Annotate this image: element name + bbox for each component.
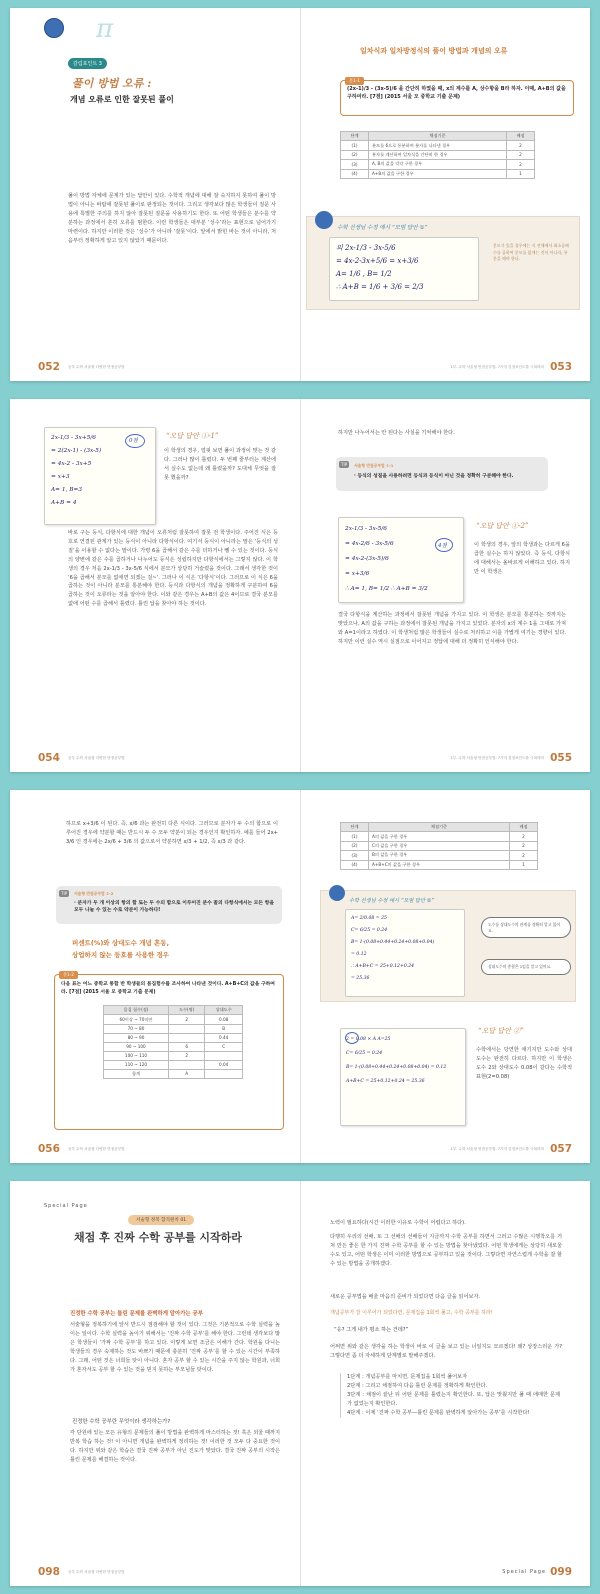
frequency-table [103, 1005, 243, 1079]
running-footer: 1부. 수학 서술형 만점공부법: 7가지 감점포인트를 극복하라 [450, 365, 544, 369]
body-text: 서술형을 정복하기에 앞서 반드시 점검해야 할 것이 있다. 그것은 기본적으로 수학 실력을 높이는 일이다. 수학 실력을 높이기 위해서는 ‘진짜 수학 공부’를 해야 한다. 그런데 생각보다 많은 학생들이 ‘가짜 수학 공부’를 하고 있다. 이렇게 보면 조금은 이해가 간다. 학원을 다니는 학생들의 경우 숙제하는 것도 바쁘기 때문에 충분히 ‘진짜 공부’를 할 수 있는 시간이 부족하다. 그래, 어떤 것은 너희들 탓이 아니다. 혼자 공부 할 수 있는 시간을 주지 않는 학원과, 너희가 혼자서도 공부 할 수 있는 것을 믿지 못하는 부모님들 탓이다. [70, 1322, 280, 1373]
cell: A+B의 값을 구한 경우 [369, 169, 507, 178]
hand-line: 의 2x-1/3 - 3x-5/6 [336, 244, 396, 252]
cell: 0.08 [205, 1015, 243, 1024]
question-box [54, 974, 284, 1130]
cell: 100 ~ 110 [104, 1051, 169, 1060]
running-footer: 공부 수학 서술형 다양한 만점공부법 [68, 365, 125, 369]
tip-tag: TIP [341, 462, 348, 467]
grading-table [340, 131, 535, 179]
hand-line: A= 1, B=3 [51, 487, 83, 493]
side-text: 이 학생의 경우, 앞의 학생과는 다르게 6을 곱한 실수는 하지 않았다. 즉 등식, 다항식에 대해서는 올바르게 이해하고 있다. 하지만 이 학생은 [474, 542, 570, 575]
solution-label: “오답 답안 ②” [478, 1027, 524, 1035]
wrong-answer-pad [340, 1028, 466, 1126]
col-header: 채점기준 [369, 823, 510, 832]
cell [168, 1033, 204, 1042]
cell [205, 1051, 243, 1060]
table-row [104, 1033, 243, 1042]
cell: 2 [507, 160, 535, 169]
special-badge: 서술형 정복 합격원칙 01 [128, 1215, 194, 1225]
grading-table [340, 822, 538, 870]
cell [205, 1069, 243, 1078]
page-056 [10, 790, 300, 1163]
cell: 0.04 [205, 1060, 243, 1069]
tip-text: · 등식의 성질을 사용하려면 등식과 등식이 아닌 것을 정확히 구분해야 한다. [354, 474, 514, 479]
hand-line: 2 = 0.08 × A A=25 [346, 1037, 391, 1042]
cell: 분자를 계산하여 일차식을 간단히 한 경우 [369, 150, 507, 159]
table-row [341, 851, 538, 860]
question-box [340, 80, 574, 116]
cell: 분모를 6으로 통분하여 분자를 나타낸 경우 [369, 141, 507, 150]
body-text: 바로 구는 등식, 다항식에 대한 개념이 오류처럼 잘못하여 잘못 전 학생이다. 주어진 식은 등호로 연결된 관계가 있는 등식이 아니라 다항식이다. 여기서 등식이 아니라는 말은 ‘등식의 성질’을 이용할 수 없다는 말이다. 가령 6을 곱해서 같은 수를 더하거나 뺄 수 있는 것이다. 등식의 양변에 같은 수를 곱하거나 나누어도 등식은 성립하지만 다항식에서는 그렇지 않다. 이 학생의 경우 처음 2x-1/3 - 3x-5/6 식에서 분모가 상당히 거슬렸을 것이다. 그래서 생각한 것이 ‘6을 곱해서 분모를 없애면 되겠는 걸~’. 그러나 이 식은 ‘다항식’이다. 그러므로 이 식은 6을 곱하는 것이 아니라 분모를 통분해야 한다. 등식과 다항식의 개념을 정확하게 구분하여 6을 곱하는 것이 오류라는 것을 알아야 한다. 이와 같은 경우는 A+B의 값은 4이므로 결국 분모를 없애 어떤 수를 곱해서 틀렸다. 틀린 답을 찾아야 하는 것이다. [68, 530, 278, 608]
cell: (1) [341, 141, 369, 150]
cell: 90 ~ 100 [104, 1042, 169, 1051]
cell: A+B+C의 값을 구한 경우 [369, 860, 510, 869]
top-text: 하므로 x+3/6 이 된다. 즉, x/6 과는 완전히 다른 식이다. 그러므로 분자가 두 수의 합으로 이루어진 경우에 약분할 때는 반드시 두 수 모두 약분이 되는 경우인지 확인하자. 예를 들어 2x+3/6 인 경우에는 2x/6 + 3/6 의 값으로서 약분하면 x/3 + 1/2, 즉 x/3 과 같다. [66, 821, 278, 845]
teacher-icon [329, 885, 345, 901]
hand-line: C= 6/25 = 0.24 [351, 928, 388, 933]
cell: (1) [341, 832, 369, 841]
tip-title: 서술형 만점공부법 ①-1 [354, 463, 394, 468]
cell: C의 값을 구한 경우 [369, 841, 510, 850]
quote-text: “응? 그게 내가 평소 하는 건데?” [334, 1327, 409, 1333]
cell: 2 [507, 141, 535, 150]
body-text: 어쩌면 위와 같은 생각을 하는 학생이 바로 이 글을 보고 있는 너일지도 모르겠다! 왜? 상장스러운 가? 그렇다면 좀 더 자세하게 단계별로 말해주겠다. [330, 1344, 562, 1359]
cell: B [205, 1024, 243, 1033]
special-title: 채점 후 진짜 수학 공부를 시작하라 [74, 1231, 242, 1244]
solution-label: “오답 답안 ①-2” [476, 522, 529, 530]
side-text: 수학에서는 당연한 얘기지만 도수와 상대도수는 완전히 다르다. 하지만 이 학생은 도수 2와 상대도수 0.08이 같다는 수학적 표현(2=0.08) [476, 1047, 572, 1080]
step-list [340, 1373, 560, 1418]
pi-decoration: π [96, 14, 114, 44]
hand-line: A+B+C = 25+0.12+0.24 = 25.36 [346, 1079, 425, 1084]
col-header: 단계 [341, 823, 369, 832]
folio: 099 [550, 1566, 572, 1578]
hand-line: ∴ A+B+C = 25+0.12+0.24 [351, 964, 415, 969]
cell: 2 [507, 150, 535, 159]
tip-box [56, 886, 282, 924]
body-text: 새로운 공부법을 배울 마음의 준비가 되었다면 다음 글을 읽어보자. [330, 1294, 481, 1300]
teacher-icon [315, 211, 333, 229]
col-header: 상대도수 [205, 1006, 243, 1015]
model-answer-note [320, 890, 576, 1002]
score-circle [345, 1032, 359, 1044]
cell: 1 [507, 169, 535, 178]
table-row [341, 169, 535, 178]
list-item: 2단계 : 그리고 채점하여 다음 틀린 문제를 정확하게 확인한다. [347, 1382, 488, 1389]
side-note: 분모가 있을 경우에는 식 전체에서 최소공배수를 곱하여 분모를 없애는 것이 아니라, 통분을 해야 한다. [493, 243, 569, 261]
hand-line: A= 1/6 , B= 1/2 [336, 270, 392, 278]
score-mark: 4점 [438, 543, 447, 549]
table-row [341, 141, 535, 150]
page-053 [300, 8, 590, 381]
note-title: 수학 선생님 수정 예시 “모범 답안 ①” [337, 225, 428, 231]
hand-line: 2x-1/3 - 3x+5/6 [51, 435, 96, 441]
hand-line: = 4x-2-3x+5/6 = x+3/6 [336, 257, 419, 265]
callout-bubble-2: 상대도수의 총합은 1임을 알고 있어요. [481, 959, 571, 975]
folio: 057 [550, 1143, 572, 1155]
cell: 2 [168, 1051, 204, 1060]
tip-tag: TIP [61, 891, 68, 896]
hand-line: B= 1-(0.08+0.44+0.24+0.08+0.04) = 0.12 [346, 1065, 447, 1070]
cell: (3) [341, 160, 369, 169]
solution-label: “오답 답안 ①-1” [166, 432, 219, 440]
hand-line: = 0.12 [351, 952, 367, 957]
special-subhead: 진정한 수학 공부는 틀린 문제를 완벽하게 알아가는 공부 [70, 1311, 203, 1317]
question-text: 다음 표는 어느 중학교 통합 반 학생들의 몸집험수를 조사하여 나타낸 것이다. A+B+C의 값을 구하여라. [7점] (2015 서울 모 중학교 기출 문제) [61, 982, 275, 995]
corner-label: Special Page [44, 1203, 88, 1209]
col-header: 배점 [510, 823, 538, 832]
hand-line: = 4x-2 - 3x+5 [51, 461, 92, 467]
hand-line: ∴ A= 1, B= 1/2 ∴ A+B = 3/2 [345, 586, 428, 592]
table-row [104, 1024, 243, 1033]
table-row [341, 841, 538, 850]
cell: 1 [510, 860, 538, 869]
callout-bubble-1: 도수를 상대도수의 관계를 정확히 알고 있어요. [481, 917, 571, 938]
table-row [104, 1042, 243, 1051]
cell: 0.44 [205, 1033, 243, 1042]
handwritten-pad [345, 909, 465, 997]
spread-054-055 [10, 399, 590, 772]
spread-056-057 [10, 790, 590, 1163]
table-row [341, 160, 535, 169]
col-header: 도수(명) [168, 1006, 204, 1015]
page-055 [300, 399, 590, 772]
hand-line: C= 6/25 = 0.24 [346, 1051, 383, 1056]
table-row [104, 1069, 243, 1078]
page-098 [10, 1181, 300, 1586]
table-row [341, 150, 535, 159]
cell: A의 값을 구한 경우 [369, 832, 510, 841]
cell: 110 ~ 120 [104, 1060, 169, 1069]
side-text: 이 학생의 경우, 얼핏 보면 풀이 과정이 맞는 것 같다. 그러나 많이 틀렸다. 두 번째 줄부터는 계산에서 실수도 없는데 왜 틀렸을까? 도대체 무엇을 잘못 했을까? [164, 448, 276, 481]
cell: 2 [510, 841, 538, 850]
cell: (2) [341, 841, 369, 850]
topic-heading-1: 퍼센트(%)와 상대도수 개념 혼동, [72, 939, 170, 947]
folio: 052 [38, 361, 60, 373]
section-title-hand: 풀이 방법 오류 : [72, 77, 152, 90]
table-row [104, 1051, 243, 1060]
question-tag: 문1-2 [59, 971, 78, 979]
handwritten-pad [329, 237, 479, 301]
cell [168, 1024, 204, 1033]
cell: (4) [341, 169, 369, 178]
running-footer: 공부 수학 서술형 다양한 만점공부법 [68, 1147, 125, 1151]
hand-line: = x+3/6 [345, 571, 370, 577]
hand-line: B= 1-(0.08+0.44+0.24+0.08+0.04) [351, 940, 435, 945]
question-text: (2x-1)/3 - (3x-5)/6 을 간단히 하였을 때, x의 계수를 A, 상수항을 B라 하자. 이때, A+B의 값을 구하여라. [7점] (2015 서울 모 중학교 기출 문제) [347, 86, 566, 100]
spread-052-053 [10, 8, 590, 381]
running-footer: 공부 수학 서술형 다양한 만점공부법 [68, 1570, 125, 1574]
col-header: 단계 [341, 132, 369, 141]
col-header: 채점기준 [369, 132, 507, 141]
hand-line: = 4x-2/6 - 3x-5/6 [345, 541, 394, 547]
body-text: 다행히 우리의 선배, 또 그 선배의 선배들이 지금까지 수학 공부를 하면서 그러고 수많은 시행착오를 거쳐 만든 좋은 한 가지 진짜 수학 공부를 할 수 있는 방법을 찾아냈었다. 어떤 학생에게는 상당히 새로울 수도 있고, 어떤 학생은 이미 이러한 방법으로 공부하고 있을 것이다. 그렇다면 자연스럽게 수학을 잘 할 수 있는 방법을 공개하겠다. [330, 1234, 562, 1267]
model-answer-note [306, 216, 580, 310]
hand-line: A= 2/0.08 = 25 [351, 916, 387, 921]
tip-text: · 분자가 두 개 이상의 항의 합 또는 두 수의 합으로 이루어진 분수 꼴의 다항식에서는 모든 항을 모두 나눌 수 있는 수로 약분이 가능하다! [74, 901, 274, 913]
cell: A, B의 값을 각각 구한 경우 [369, 160, 507, 169]
cell: 2 [510, 851, 538, 860]
col-header: 몸집 험수(점) [104, 1006, 169, 1015]
topic-heading-2: 상업하지 않는 등호를 사용한 경우 [72, 951, 169, 959]
question-tag: 문1-1 [345, 77, 364, 85]
running-footer: 1부. 수학 서술형 만점공부법: 7가지 감점포인트를 극복하라 [450, 1147, 544, 1151]
cell: 2 [168, 1015, 204, 1024]
table-row [341, 860, 538, 869]
list-item: 1단계 : 개념공부를 마치면, 문제집을 1회씩 풀어보자 [347, 1374, 468, 1380]
folio: 054 [38, 752, 60, 764]
page-054 [10, 399, 300, 772]
spread-098-099 [10, 1181, 590, 1586]
note-title: 수학 선생님 수정 예시 “모범 답안 ②” [349, 898, 435, 904]
running-footer: 공부 수학 서술형 다양한 만점공부법 [68, 756, 125, 760]
cell: (4) [341, 860, 369, 869]
folio: 056 [38, 1143, 60, 1155]
top-text: 하지만 나누어서는 안 된다는 사실을 기억해야 한다. [338, 430, 455, 436]
section-badge: 갈림포인트 3 [68, 58, 107, 69]
table-row [104, 1060, 243, 1069]
hand-line: ∴ A+B = 1/6 + 3/6 = 2/3 [336, 283, 424, 291]
folio: 098 [38, 1566, 60, 1578]
cell: 60이상 ~ 70미만 [104, 1015, 169, 1024]
cell: B의 값을 구한 경우 [369, 851, 510, 860]
body-text: 노력이 필요하다(시간 이러한 이유로 수학이 어렵다고 하다). [330, 1220, 466, 1226]
list-item: 4단계 : 이제 ‘진짜 수학 공부—틀린 문제를 완벽하게 알아가는 공부’를 시작한다! [347, 1409, 530, 1416]
running-footer: 1부. 수학 서술형 만점공부법: 7가지 감점포인트를 극복하라 [450, 756, 544, 760]
hand-line: = x+3 [51, 474, 70, 480]
section-title: 개념 오류로 인한 잘못된 풀이 [70, 95, 174, 104]
cell: (2) [341, 150, 369, 159]
cell [168, 1060, 204, 1069]
cell: 2 [510, 832, 538, 841]
page-057 [300, 790, 590, 1163]
cell: A [168, 1069, 204, 1078]
mascot-icon [44, 18, 64, 38]
col-header: 배점 [507, 132, 535, 141]
table-row [104, 1015, 243, 1024]
cell: 합계 [104, 1069, 169, 1078]
special-subhead-2: 진정한 수학 공부란 무엇이라 생각하는가? [72, 1419, 171, 1425]
folio: 055 [550, 752, 572, 764]
table-row [341, 832, 538, 841]
hand-line: = 25.36 [351, 976, 370, 981]
score-mark: 0점 [129, 438, 138, 444]
cell: 70 ~ 80 [104, 1024, 169, 1033]
page-052 [10, 8, 300, 381]
tip-box [336, 457, 548, 491]
body-text: 결국 다항식을 계산하는 과정에서 잘못된 개념을 가지고 있다. 이 학생은 분모를 통분하는 것까지는 맞았으나, A의 값을 구하는 과정에서 잘못된 개념을 가지고 있었다. 분자의 x의 계수 1을 그대로 가져와 A=1이라고 하였다. 이 학생처럼 많은 학생들이 실수로 처리하고 이를 가볍게 여기는 경향이 있다. 하지만 이런 실수 역시 실점으로 이어지고 정답에 대해 더 정확히 인식해야 한다. [338, 612, 566, 645]
highlight-text: 개념공부가 잘 이루어가 되었다면, 문제집을 1회씩 풀고, 수학 공부를 하라! [330, 1310, 493, 1316]
page-099 [300, 1181, 590, 1586]
hand-line: = 4x-2-(3x-5)/6 [345, 556, 389, 562]
cell: C [205, 1042, 243, 1051]
body-text: 각 단원에 있는 모든 유형의 문제들의 풀이 방법을 완벽하게 마스터하는 것! 혹은 외울 때까지 반복 학습 하는 것! 이 아니면 개념을 완벽하게 정리하는 것! 이러한 것 모두 다 중요한 것이다. 하지만 위와 같은 학습은 결국 진짜 공부가 아닌 진도가 맞았다. 결국 진짜 공부의 시작은 틀린 문제를 해결하는 것이다. [70, 1430, 280, 1463]
cell: 80 ~ 90 [104, 1033, 169, 1042]
topic-heading: 일차식과 일차방정식의 풀이 방법과 개념의 오류 [360, 47, 508, 55]
wrong-answer-pad [44, 427, 156, 525]
cell: 6 [168, 1042, 204, 1051]
hand-line: A+B = 4 [51, 500, 77, 506]
hand-line: = 2(2x-1) - (3x-5) [51, 448, 102, 454]
body-text: 풀이 방법 자체에 문제가 있는 답안이 있다. 수학적 개념에 대해 잘 숙지하지 못하여 풀이 방법이 아니는 바람에 잘못된 풀이로 판정되는 것이다. 그리고 생각보다 많은 학생들이 질문 사용에 특별한 주의를 하지 않아 잘못된 질문을 사용하기도 한다. 또 어떤 학생들은 분수를 약분하는 과정에서 흔히 오류를 범한다. 이런 학생들은 대부분 ‘성수’라는 표현으로 넘어가기 마련이다. 하지만 이러한 것은 ‘성수’가 아니라 ‘잘못’이다. 앞에서 밝힌 바는 것이 아니라, 처음부터 정확하게 알고 있지 않았기 때문이다. [68, 193, 276, 244]
wrong-answer-pad [338, 517, 464, 603]
corner-label: Special Page [502, 1569, 546, 1575]
list-item: 3단계 : 채점이 끝난 뒤 어떤 문제를 틀렸는지 확인한다. 또, 답은 맞췄지만 풀 때 애매한 문제가 없었는지 확인한다. [347, 1391, 560, 1407]
folio: 053 [550, 361, 572, 373]
hand-line: 2x-1/3 - 3x-5/6 [345, 526, 387, 532]
tip-title: 서술형 만점공부법 ①-2 [74, 891, 114, 896]
cell: (3) [341, 851, 369, 860]
